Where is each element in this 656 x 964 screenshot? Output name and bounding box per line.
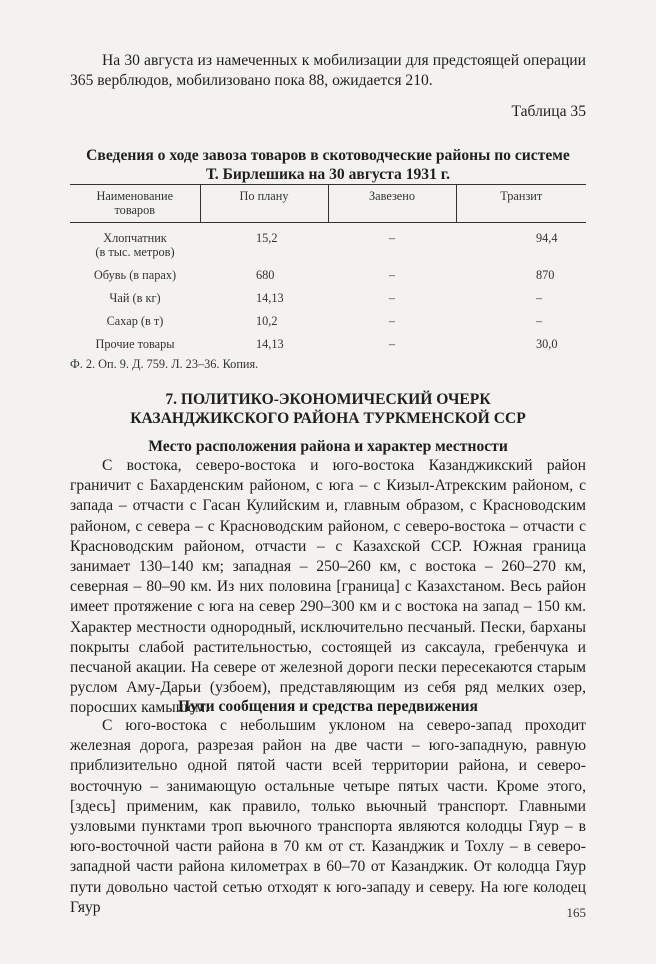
paragraph-location: С востока, северо-востока и юго-востока Казанджикский район граничит с Бахарденским районом, с юга – с Кизыл-Атрекским районом, с запада – отчасти с Гасан Кулийским и, главным образом, с Красноводским районом, с севера – с Красноводским районом, с северо-востока – отчасти с Красноводским районом, отчасти – с Казахской ССР. Южная граница занимает 130–140 км; западная – 250–260 км, с востока – 260–270 км, северная – 80–90 км. Из них половина [граница] с Казахстаном. Весь район имеет протяжение с юга на север 290–300 км и с востока на запад – 150 км. Характер местности однородный, исключительно песчаный. Пески, барханы покрыты слабой растительностью, состоящей из саксаула, гребенчука и песчаной акации. На севере от железной дороги пески пересекаются старым руслом Аму-Дарьи (узбоем), представляющим из себя ряд мелких озер, поросших камышом. bbox=[70, 457, 586, 717]
row-delivered: – bbox=[388, 231, 396, 245]
row-plan: 15,2 bbox=[256, 231, 278, 245]
row-plan: 14,13 bbox=[256, 337, 284, 351]
header-plan: По плану bbox=[200, 185, 328, 223]
row-delivered: – bbox=[388, 337, 396, 351]
intro-paragraph: На 30 августа из намеченных к мобилизации для предстоящей операции 365 верблюдов, мобилизовано пока 88, ожидается 210. bbox=[70, 52, 586, 90]
row-transit: – bbox=[536, 314, 543, 328]
row-transit: – bbox=[536, 291, 543, 305]
table-row bbox=[70, 330, 586, 353]
section-title-line1: 7. ПОЛИТИКО-ЭКОНОМИЧЕСКИЙ ОЧЕРК bbox=[165, 391, 491, 408]
row-plan: 10,2 bbox=[256, 314, 278, 328]
row-name: Обувь (в парах) bbox=[93, 268, 177, 282]
subheading-transport: Пути сообщения и средства передвижения bbox=[178, 698, 478, 715]
row-delivered: – bbox=[388, 268, 396, 282]
row-transit: 870 bbox=[536, 268, 555, 282]
section-title-line2: КАЗАНДЖИКСКОГО РАЙОНА ТУРКМЕНСКОЙ ССР bbox=[130, 410, 526, 427]
table-row bbox=[70, 223, 586, 262]
row-plan: 680 bbox=[256, 268, 275, 282]
table-title bbox=[70, 146, 586, 184]
row-name: Сахар (в т) bbox=[106, 314, 164, 328]
subheading-location: Место расположения района и характер местности bbox=[148, 438, 508, 455]
header-name: Наименование товаров bbox=[70, 185, 200, 223]
goods-table bbox=[70, 184, 586, 353]
header-delivered: Завезено bbox=[328, 185, 456, 223]
table-title-line2: Т. Бирлешика на 30 августа 1931 г. bbox=[205, 166, 451, 183]
table-label: Таблица 35 bbox=[511, 103, 586, 120]
section-title bbox=[70, 390, 586, 428]
paragraph-transport: С юго-востока с небольшим уклоном на северо-запад проходит железная дорога, разрезая район на две части – юго-западную, равную приблизительно одной пятой части всей территории района, и северо-восточную – занимающую остальные четыре пятых части. Кроме этого, [здесь] применим, как правило, только вьючный транспорт. Главными узловыми пунктами троп вьючного транспорта являются колодцы Гяур – в юго-восточной части района в 70 км от ст. Казанджик и Тохлу – в северо-западной части района километрах в 60–70 от Казанджик. От колодца Гяур пути довольно частой сетью отходят к юго-западу и северу. На юге колодец Гяур bbox=[70, 717, 586, 916]
row-delivered: – bbox=[388, 314, 396, 328]
table-title-line1: Сведения о ходе завоза товаров в скотоводческие районы по системе bbox=[86, 147, 570, 164]
row-name: Хлопчатник (в тыс. метров) bbox=[95, 231, 175, 259]
row-transit: 94,4 bbox=[536, 231, 558, 245]
row-name: Прочие товары bbox=[95, 337, 175, 351]
row-delivered: – bbox=[388, 291, 396, 305]
row-transit: 30,0 bbox=[536, 337, 558, 351]
table-header-row bbox=[70, 185, 586, 223]
row-plan: 14,13 bbox=[256, 291, 284, 305]
row-name: Чай (в кг) bbox=[109, 291, 161, 305]
table-row bbox=[70, 307, 586, 330]
archive-source: Ф. 2. Оп. 9. Д. 759. Л. 23–36. Копия. bbox=[70, 357, 259, 371]
header-transit: Транзит bbox=[456, 185, 586, 223]
table-row bbox=[70, 284, 586, 307]
page-number: 165 bbox=[566, 905, 586, 920]
table-row bbox=[70, 261, 586, 284]
